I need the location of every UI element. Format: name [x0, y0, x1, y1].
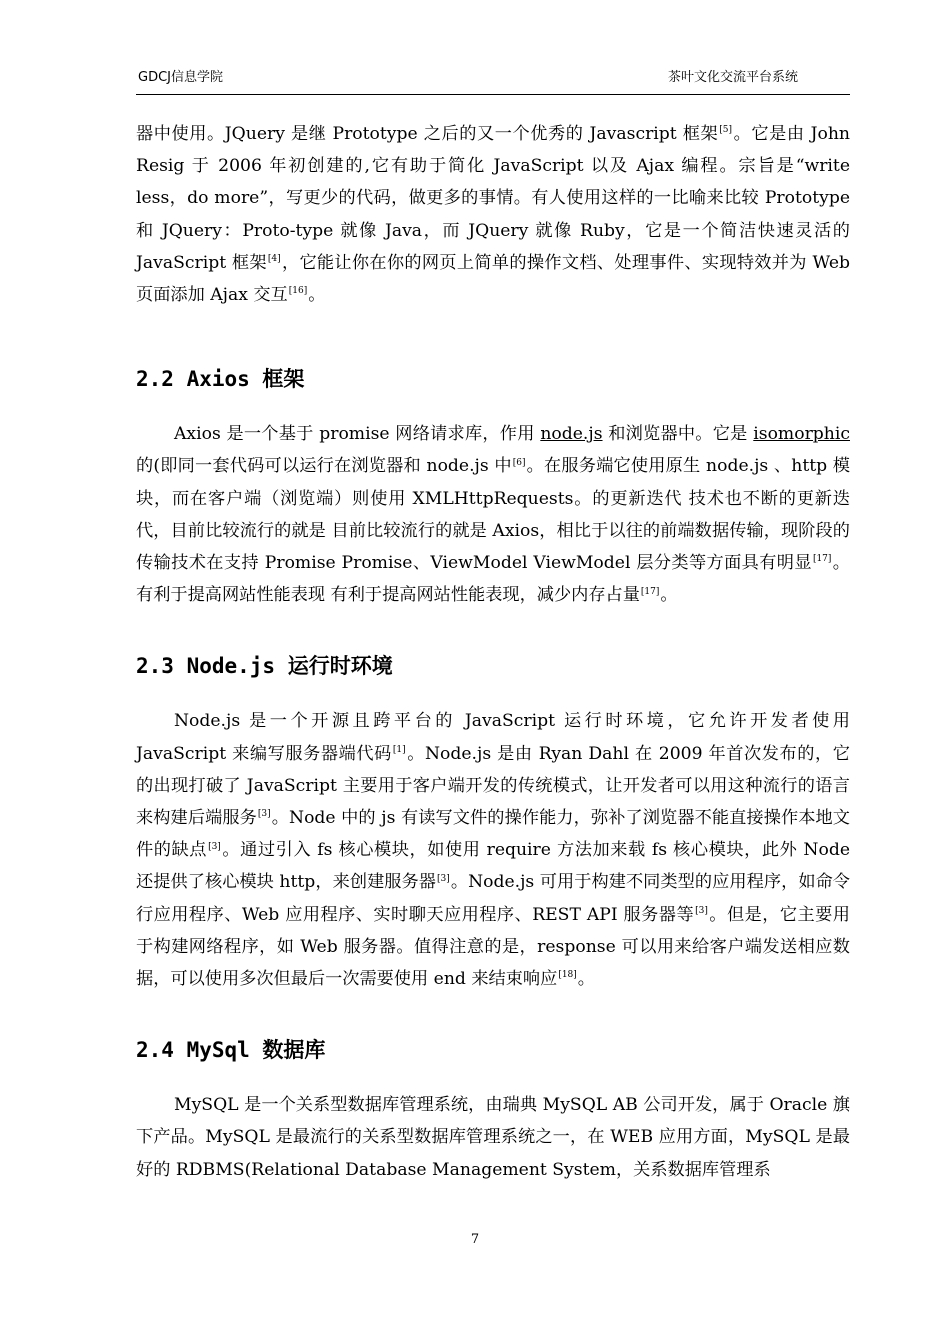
citation: [3] [695, 905, 708, 916]
paragraph-jquery: 器中使用。JQuery 是继 Prototype 之后的又一个优秀的 Javascript 框架[5]。它是由 John Resig 于 2006 年初创建的,它有助于简化 JavaScript 以及 Ajax 编程。宗旨是“write less，do more”，写更少的代码，做更多的事情。有人使用这样的一比喻来比较 Prototype 和 JQuery：Proto-type 就像 Java，而 JQuery 就像 Ruby，它是一个简洁快速灵活的 JavaScript 框架[4]，它能让你在你的网页上简单的操作文档、处理事件、实现特效并为 Web 页面添加 Ajax 交互[16]。 [136, 124, 850, 306]
section-heading-nodejs: 2.3 Node.js 运行时环境 [136, 654, 393, 679]
running-header-right: 茶叶文化交流平台系统 [667, 70, 798, 85]
section-heading-axios: 2.2 Axios 框架 [136, 367, 305, 392]
citation: [3] [437, 873, 450, 884]
link-isomorphic[interactable]: isomorphic [753, 424, 850, 445]
citation: [17] [812, 554, 832, 565]
header-rule [136, 94, 850, 95]
citation: [3] [257, 809, 271, 820]
citation: [18] [558, 970, 577, 981]
citation: [3] [208, 841, 221, 852]
citation: [5] [719, 125, 732, 136]
page-body [136, 118, 850, 1186]
citation: [4] [267, 254, 281, 265]
paragraph-mysql: MySQL 是一个关系型数据库管理系统，由瑞典 MySQL AB 公司开发，属于 Oracle 旗下产品。MySQL 是最流行的关系型数据库管理系统之一，在 WEB 应用方面，MySQL 是最好的 RDBMS(Relational Database Management System，关系数据库管理系 [136, 1095, 850, 1180]
section-heading-mysql: 2.4 MySql 数据库 [136, 1038, 326, 1063]
paragraph-axios: Axios 是一个基于 promise 网络请求库，作用 node.js 和浏览器中。它是 isomorphic 的(即同一套代码可以运行在浏览器和 node.js 中[6]。在服务端它使用原生 node.js 、http 模块，而在客户端（浏览端）则使用 XMLHttpRequests。的更新迭代 技术也不断的更新迭代，目前比较流行的就是 目前比较流行的就是 Axios，相比于以往的前端数据传输，现阶段的传输技术在支持 Promise Promise、ViewModel ViewModel 层分类等方面具有明显[17]。有利于提高网站性能表现 有利于提高网站性能表现，减少内存占量[17]。 [136, 424, 850, 606]
link-nodejs[interactable]: node.js [540, 424, 603, 445]
citation: [1] [392, 744, 406, 755]
citation: [17] [640, 586, 660, 597]
citation: [6] [512, 457, 526, 468]
paragraph-nodejs: Node.js 是一个开源且跨平台的 JavaScript 运行时环境，它允许开发者使用 JavaScript 来编写服务器端代码[1]。Node.js 是由 Ryan Dahl 在 2009 年首次发布的，它的出现打破了 JavaScript 主要用于客户端开发的传统模式，让开发者可以用这种流行的语言来构建后端服务[3]。Node 中的 js 有读写文件的操作能力，弥补了浏览器不能直接操作本地文件的缺点[3]。通过引入 fs 核心模块，如使用 require 方法加来载 fs 核心模块，此外 Node 还提供了核心模块 http，来创建服务器[3]。Node.js 可用于构建不同类型的应用程序，如命令行应用程序、Web 应用程序、实时聊天应用程序、REST API 服务器等[3]。但是，它主要用于构建网络程序，如 Web 服务器。值得注意的是，response 可以用来给客户端发送相应数据，可以使用多次但最后一次需要使用 end 来结束响应[18]。 [136, 711, 850, 990]
citation: [16] [288, 286, 308, 297]
running-header-left: GDCJ信息学院 [138, 70, 223, 85]
page-number: 7 [470, 1232, 480, 1247]
